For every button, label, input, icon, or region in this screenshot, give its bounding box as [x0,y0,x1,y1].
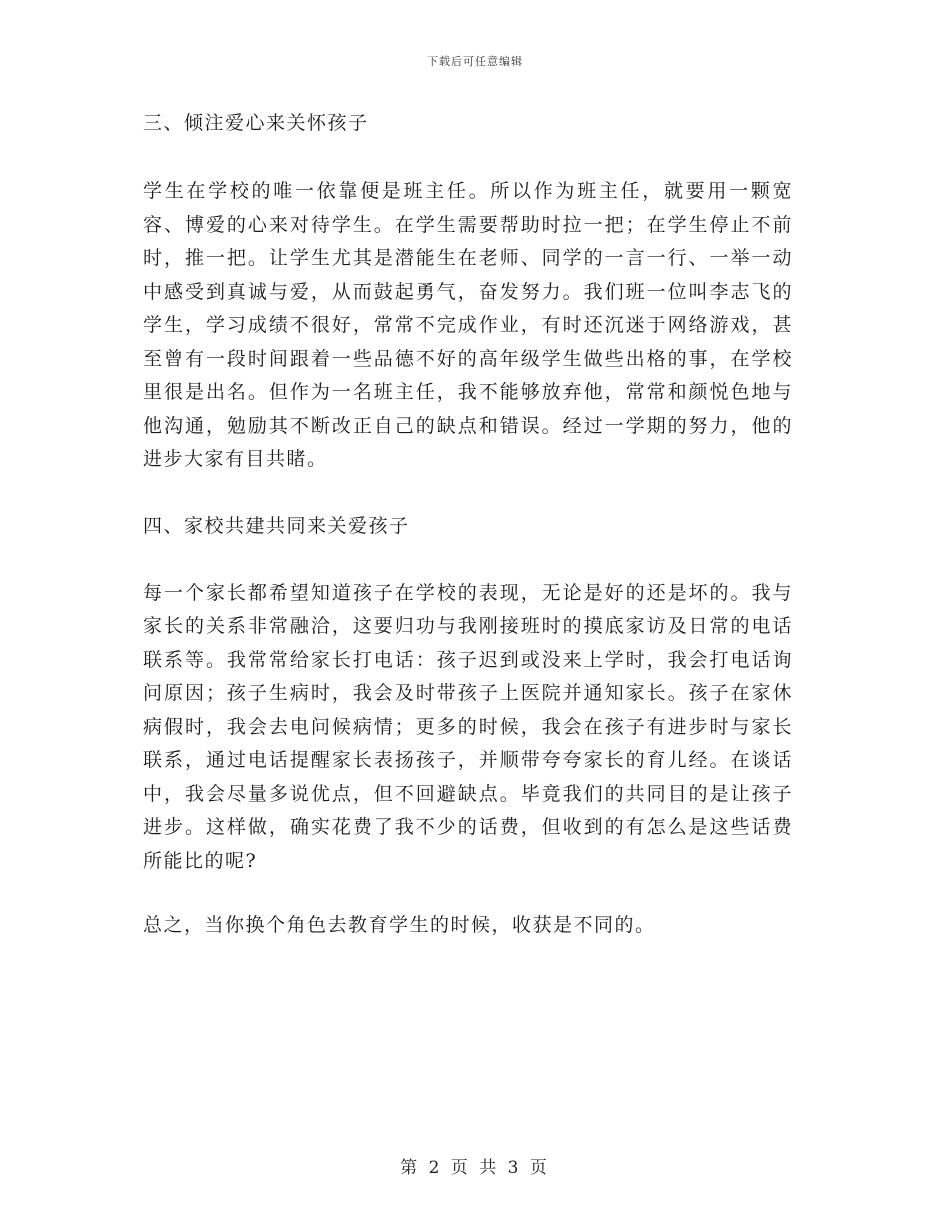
spacer [143,545,793,577]
section-paragraph-3: 学生在学校的唯一依靠便是班主任。所以作为班主任，就要用一颗宽容、博爱的心来对待学生。在学生需要帮助时拉一把；在学生停止不前时，推一把。让学生尤其是潜能生在老师、同学的一言一行、一举一动中感受到真诚与爱，从而鼓起勇气，奋发努力。我们班一位叫李志飞的学生，学习成绩不很好，常常不完成作业，有时还沉迷于网络游戏，甚至曾有一段时间跟着一些品德不好的高年级学生做些出格的事，在学校里很是出名。但作为一名班主任，我不能够放弃他，常常和颜悦色地与他沟通，勉励其不断改正自己的缺点和错误。经过一学期的努力，他的进步大家有目共睹。 [143,180,793,470]
page-number-footer: 第 2 页 共 3 页 [400,1158,550,1178]
section-heading-4: 四、家校共建共同来关爱孩子 [143,514,410,537]
document-body [143,104,793,943]
section-paragraph-4: 每一个家长都希望知道孩子在学校的表现，无论是好的还是坏的。我与家长的关系非常融洽，这要归功与我刚接班时的摸底家访及日常的电话联系等。我常常给家长打电话：孩子迟到或没来上学时，我会打电话询问原因；孩子生病时，我会及时带孩子上医院并通知家长。孩子在家休病假时，我会去电问候病情；更多的时候，我会在孩子有进步时与家长联系，通过电话提醒家长表扬孩子，并顺带夸夸家长的育儿经。在谈话中，我会尽量多说优点，但不回避缺点。毕竟我们的共同目的是让孩子进步。这样做，确实花费了我不少的话费，但收到的有怎么是这些话费所能比的呢? [143,581,793,872]
conclusion-paragraph: 总之，当你换个角色去教育学生的时候，收获是不同的。 [143,914,656,936]
spacer [143,477,793,507]
page-header: 下载后可任意编辑 [427,55,523,68]
spacer [143,142,793,175]
spacer [143,878,793,909]
section-heading-3: 三、倾注爱心来关怀孩子 [143,112,369,134]
